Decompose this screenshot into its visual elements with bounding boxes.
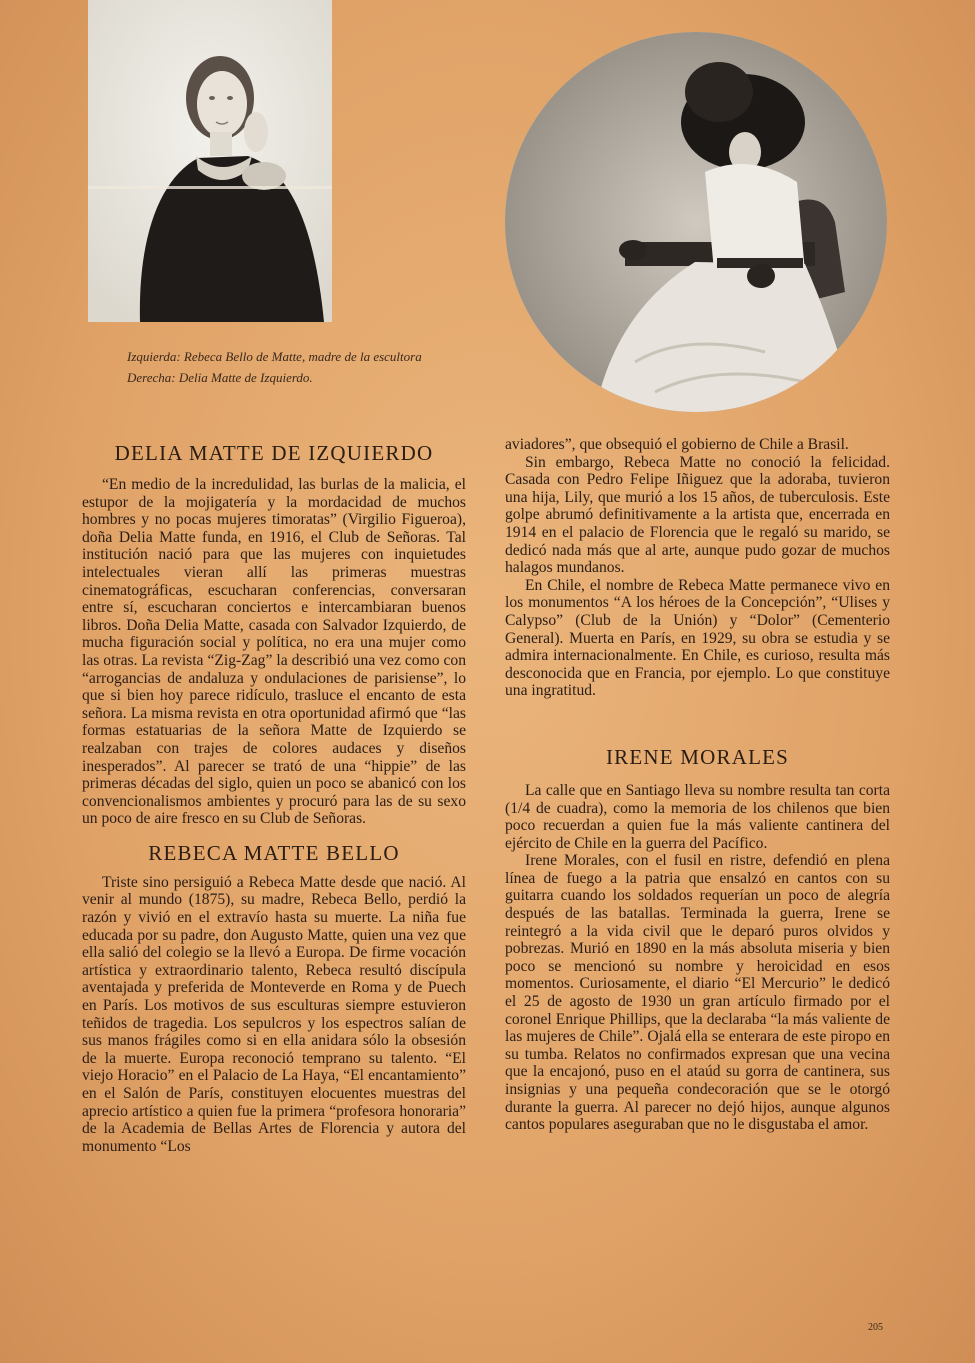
caption-left: Izquierda: Rebeca Bello de Matte, madre de la escultora (127, 349, 422, 364)
page-number: 205 (868, 1322, 883, 1333)
paragraph-felicidad: Sin embargo, Rebeca Matte no conoció la felicidad. Casada con Pedro Felipe Iñiguez que la adoraba, tuvieron una hija, Lily, que murió a los 15 años, de tuberculosis. Este golpe abrumó definitivamente a la artista que, encerrada en 1914 en el palacio de Florencia que le regaló su marido, se dedicó nada más que al arte, aunque pudo gozar de muchos halagos mundanos. (505, 453, 890, 577)
heading-irene-morales: IRENE MORALES (605, 744, 789, 769)
paragraph-continued: aviadores”, que obsequió el gobierno de Chile a Brasil. (505, 436, 849, 453)
left-column (82, 436, 466, 1155)
portrait-illustration-left (88, 0, 332, 322)
caption-right: Derecha: Delia Matte de Izquierdo. (127, 370, 313, 385)
portrait-illustration-right (505, 32, 887, 412)
paragraph-monumentos: En Chile, el nombre de Rebeca Matte permanece vivo en los monumentos “A los héroes de la Concepción”, “Ulises y Calypso” (Club de la Unión) y “Dolor” (Cementerio General). Muerta en París, en 1929, su obra se estudia y se admira internacionalmente. En Chile, es curioso, resulta más desconocida que en Francia, por ejemplo. Lo que constituye una ingratitud. (505, 576, 890, 700)
heading-rebeca-matte: REBECA MATTE BELLO (148, 840, 400, 865)
paragraph-irene-calle: La calle que en Santiago lleva su nombre resulta tan corta (1/4 de cuadra), como la memoria de los chilenos que bien poco recuerdan a quien fue la más valiente cantinera del ejército de Chile en la guerra del Pacífico. (505, 781, 890, 852)
photo-rebeca-bello (88, 0, 332, 322)
heading-delia-matte: DELIA MATTE DE IZQUIERDO (114, 441, 434, 465)
paragraph-delia-matte: “En medio de la incredulidad, las burlas de la malicia, el estupor de la mojigatería y la mordacidad de muchos hombres y no pocas mujeres timoratas” (Virgilio Figueroa), doña Delia Matte funda, en 1916, el Club de Señoras. Tal institución nació para que las mujeres con inquietudes intelectuales vieran allí las primeras muestras cinematográficas, escucharan conferencias, conversaran entre sí, escucharan conciertos e intercambiaran buenos libros. Doña Delia Matte, casada con Salvador Izquierdo, de mucha figuración social y política, no era una mujer como las otras. La revista “Zig-Zag” la describió una vez como con “arrogancias de andaluza y ondulaciones de parisiense”, lo que si bien hoy parece ridículo, trasluce el encanto de esta señora. La misma revista en otra oportunidad afirmó que “las formas estatuarias de la señora Matte de Izquierdo se realzaban con trajes de colores audaces y diseños inesperados”. Al parecer se trató de una “hippie” de las primeras décadas del siglo, quien un poco se abanicó con los convencionalismos ambientes y procuró para las de su sexo un poco de aire fresco en su Club de Señoras. (82, 476, 466, 828)
paragraph-rebeca-matte: Triste sino persiguió a Rebeca Matte desde que nació. Al venir al mundo (1875), su madre, Rebeca Bello, perdió la razón y vivió en el extravío hasta su muerte. La niña fue educada por su padre, don Augusto Matte, quien una vez que ella salió del colegio se la llevó a Europa. De firme vocación artística y extraordinario talento, Rebeca resultó discípula aventajada y preferida de Monteverde en Roma y de Puech en París. Los motivos de sus esculturas siempre estuvieron teñidos de tragedia. Los sepulcros y los espectros salían de sus manos frágiles como si en ella anidara sólo la obsesión de la muerte. Europa reconoció temprano su talento. “El viejo Horacio” en el Palacio de La Haya, “El encantamiento” en el Salón de París, constituyen elocuentes muestras del aprecio artístico a quien fue la primera “profesora honoraria” de la Academia de Bellas Artes de Florencia y autora del monumento “Los (82, 873, 466, 1155)
paragraph-irene-guerra: Irene Morales, con el fusil en ristre, defendió en plena línea de fuego a la patria que ensalzó en cantos con su guitarra cuando los soldados requerían un poco de alegría después de las batallas. Terminada la guerra, Irene se reintegró a la vida civil que le deparó puros olvidos y pobrezas. Murió en 1890 en la más absoluta miseria y bien poco se mencionó su nombre y heroicidad en esos momentos. Curiosamente, el diario “El Mercurio” le dedicó el 25 de agosto de 1930 un gran artículo firmado por el coronel Enrique Phillips, que la declaraba “la más valiente de las mujeres de Chile”. Ojalá ella se enterara de este piropo en su tumba. Relatos no confirmados expresan que una vecina que la encajonó, puso en el ataúd su gorra de cantinera, sus insignias y una pequeña condecoración que se le otorgó durante la guerra. Al parecer no dejó hijos, aunque algunos cantos populares aseguraban que no le disgustaba el amor. (505, 852, 890, 1134)
right-column (505, 436, 890, 1134)
photo-delia-matte (505, 32, 887, 412)
photo-caption (127, 346, 527, 388)
